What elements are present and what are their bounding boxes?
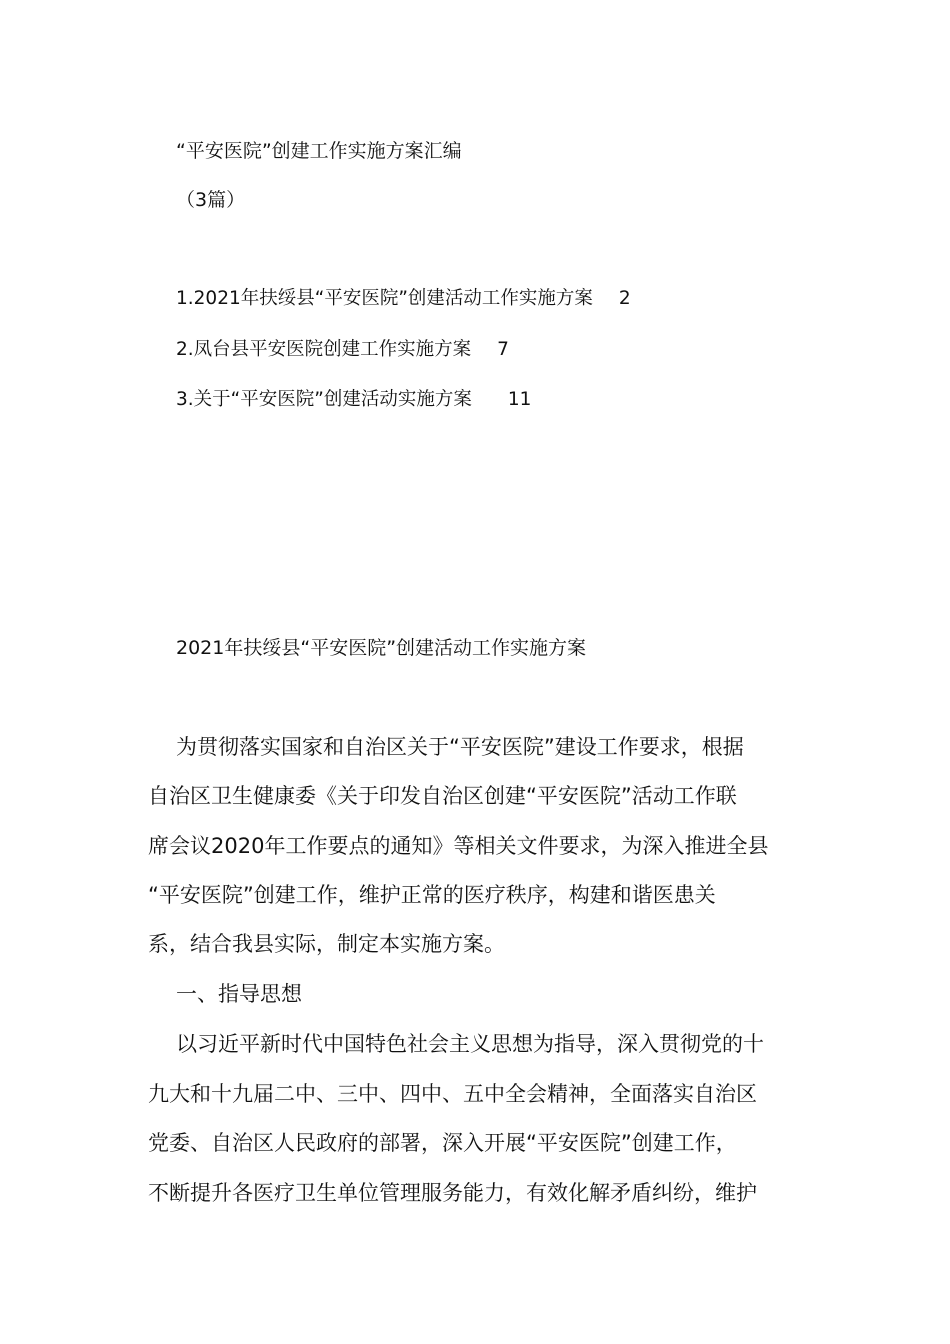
toc-page-number: 2 — [618, 288, 631, 309]
paragraph-line: 九大和十九届二中、三中、四中、五中全会精神，全面落实自治区 — [148, 1082, 757, 1106]
toc-entry[interactable] — [176, 387, 531, 413]
paragraph-line: “平安医院”创建工作，维护正常的医疗秩序，构建和谐医患关 — [148, 883, 716, 907]
paragraph-line: 为贯彻落实国家和自治区关于“平安医院”建设工作要求，根据 — [176, 735, 744, 759]
toc-page-number: 11 — [507, 389, 532, 410]
collection-title: “平安医院”创建工作实施方案汇编 — [176, 140, 462, 162]
toc-page-number: 7 — [497, 339, 509, 360]
toc-entry-title: 2.凤台县平安医院创建工作实施方案 — [176, 339, 472, 360]
article-title: 2021年扶绥县“平安医院”创建活动工作实施方案 — [176, 637, 587, 659]
paragraph-line: 不断提升各医疗卫生单位管理服务能力，有效化解矛盾纠纷，维护 — [148, 1181, 757, 1205]
toc-entry[interactable] — [176, 337, 509, 363]
toc-entry[interactable] — [176, 286, 631, 312]
paragraph-line: 自治区卫生健康委《关于印发自治区创建“平安医院”活动工作联 — [148, 784, 737, 808]
toc-entry-title: 1.2021年扶绥县“平安医院”创建活动工作实施方案 — [176, 288, 593, 309]
paragraph-line: 系，结合我县实际，制定本实施方案。 — [148, 932, 505, 956]
heading-guiding-ideology: 一、指导思想 — [176, 982, 302, 1006]
paragraph-line: 党委、自治区人民政府的部署，深入开展“平安医院”创建工作， — [148, 1131, 737, 1155]
paragraph-line: 以习近平新时代中国特色社会主义思想为指导，深入贯彻党的十 — [176, 1032, 764, 1056]
article-count: （3篇） — [176, 189, 246, 211]
toc-entry-title: 3.关于“平安医院”创建活动实施方案 — [176, 389, 472, 410]
paragraph-line: 席会议2020年工作要点的通知》等相关文件要求，为深入推进全县 — [148, 834, 769, 858]
